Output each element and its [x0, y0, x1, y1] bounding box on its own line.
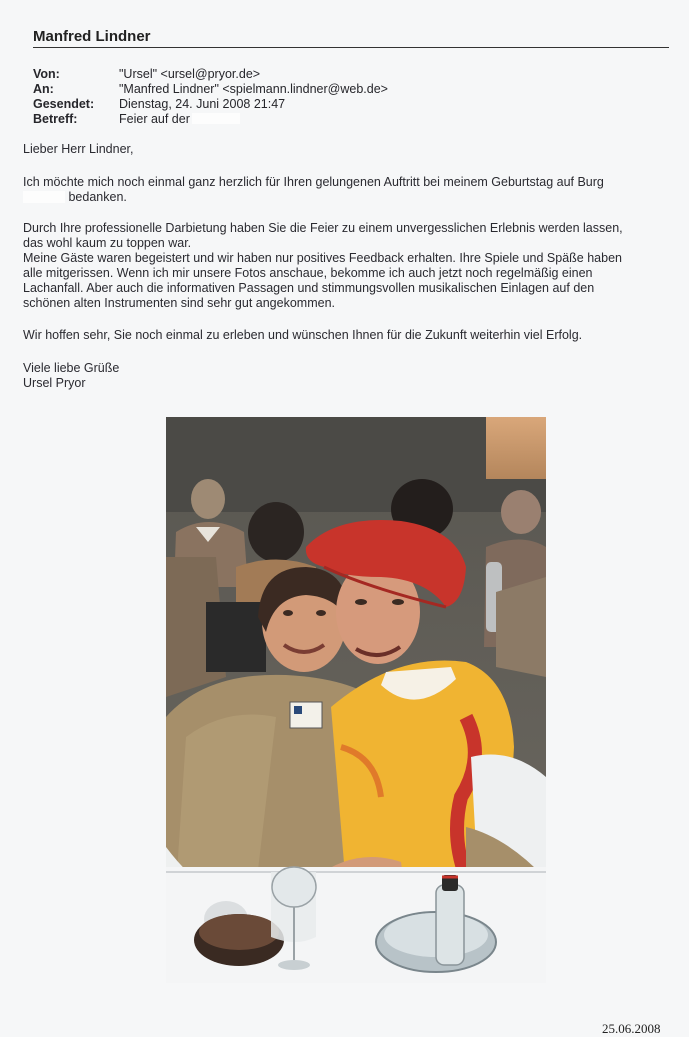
- to-value: "Manfred Lindner" <spielmann.lindner@web.de>: [119, 82, 388, 96]
- subject-value: Feier auf der: [119, 112, 190, 126]
- subject-label: Betreff:: [33, 112, 78, 126]
- party-photo: [166, 417, 546, 983]
- redaction-block: [192, 113, 240, 124]
- receipt-date-stamp: 25.06.2008: [602, 1021, 661, 1036]
- paragraph-guests-line-2: alle mitgerissen. Wenn ich mir unsere Fotos anschaue, bekomme ich auch jetzt noch regelmäßig einen: [23, 266, 593, 280]
- paragraph-thanks-line-1: Ich möchte mich noch einmal ganz herzlich für Ihren gelungenen Auftritt bei meinem Geburtstag auf Burg: [23, 175, 604, 189]
- wall-lamp: [486, 417, 546, 479]
- name-tag: [290, 702, 322, 728]
- paragraph-guests-line-4: schönen alten Instrumenten sind sehr gut angekommen.: [23, 296, 335, 310]
- header-divider: [33, 47, 669, 48]
- from-value: "Ursel" <ursel@pryor.de>: [119, 67, 261, 81]
- paragraph-thanks-line-2: [23, 190, 673, 205]
- paragraph-wishes: Wir hoffen sehr, Sie noch einmal zu erleben und wünschen Ihnen für die Zukunft weiterhin viel Erfolg.: [23, 328, 583, 342]
- from-label: Von:: [33, 67, 60, 81]
- letter-salutation: Lieber Herr Lindner,: [23, 142, 134, 156]
- sent-value: Dienstag, 24. Juni 2008 21:47: [119, 97, 286, 111]
- letter-closing: Viele liebe Grüße: [23, 361, 120, 375]
- letter-header-name: Manfred Lindner: [33, 28, 151, 45]
- party-photo-illustration: [166, 417, 546, 983]
- paragraph-performance-line-2: das wohl kaum zu toppen war.: [23, 236, 192, 250]
- paragraph-performance: [23, 221, 673, 311]
- sent-label: Gesendet:: [33, 97, 95, 111]
- paragraph-thanks: [23, 175, 673, 205]
- paragraph-thanks-line-2-text: bedanken.: [68, 190, 127, 204]
- letter-signature: Ursel Pryor: [23, 376, 86, 390]
- to-label: An:: [33, 82, 54, 96]
- paragraph-guests-line-1: Meine Gäste waren begeistert und wir haben nur positives Feedback erhalten. Ihre Spiele und Späße haben: [23, 251, 622, 265]
- paragraph-guests-line-3: Lachanfall. Aber auch die informativen Passagen und stimmungsvollen musikalischen Einlagen auf den: [23, 281, 595, 295]
- paragraph-performance-line-1: Durch Ihre professionelle Darbietung haben Sie die Feier zu einem unvergesslichen Erlebnis werden lassen,: [23, 221, 623, 235]
- subject-value-wrap: [119, 112, 240, 126]
- redaction-block: [23, 191, 65, 203]
